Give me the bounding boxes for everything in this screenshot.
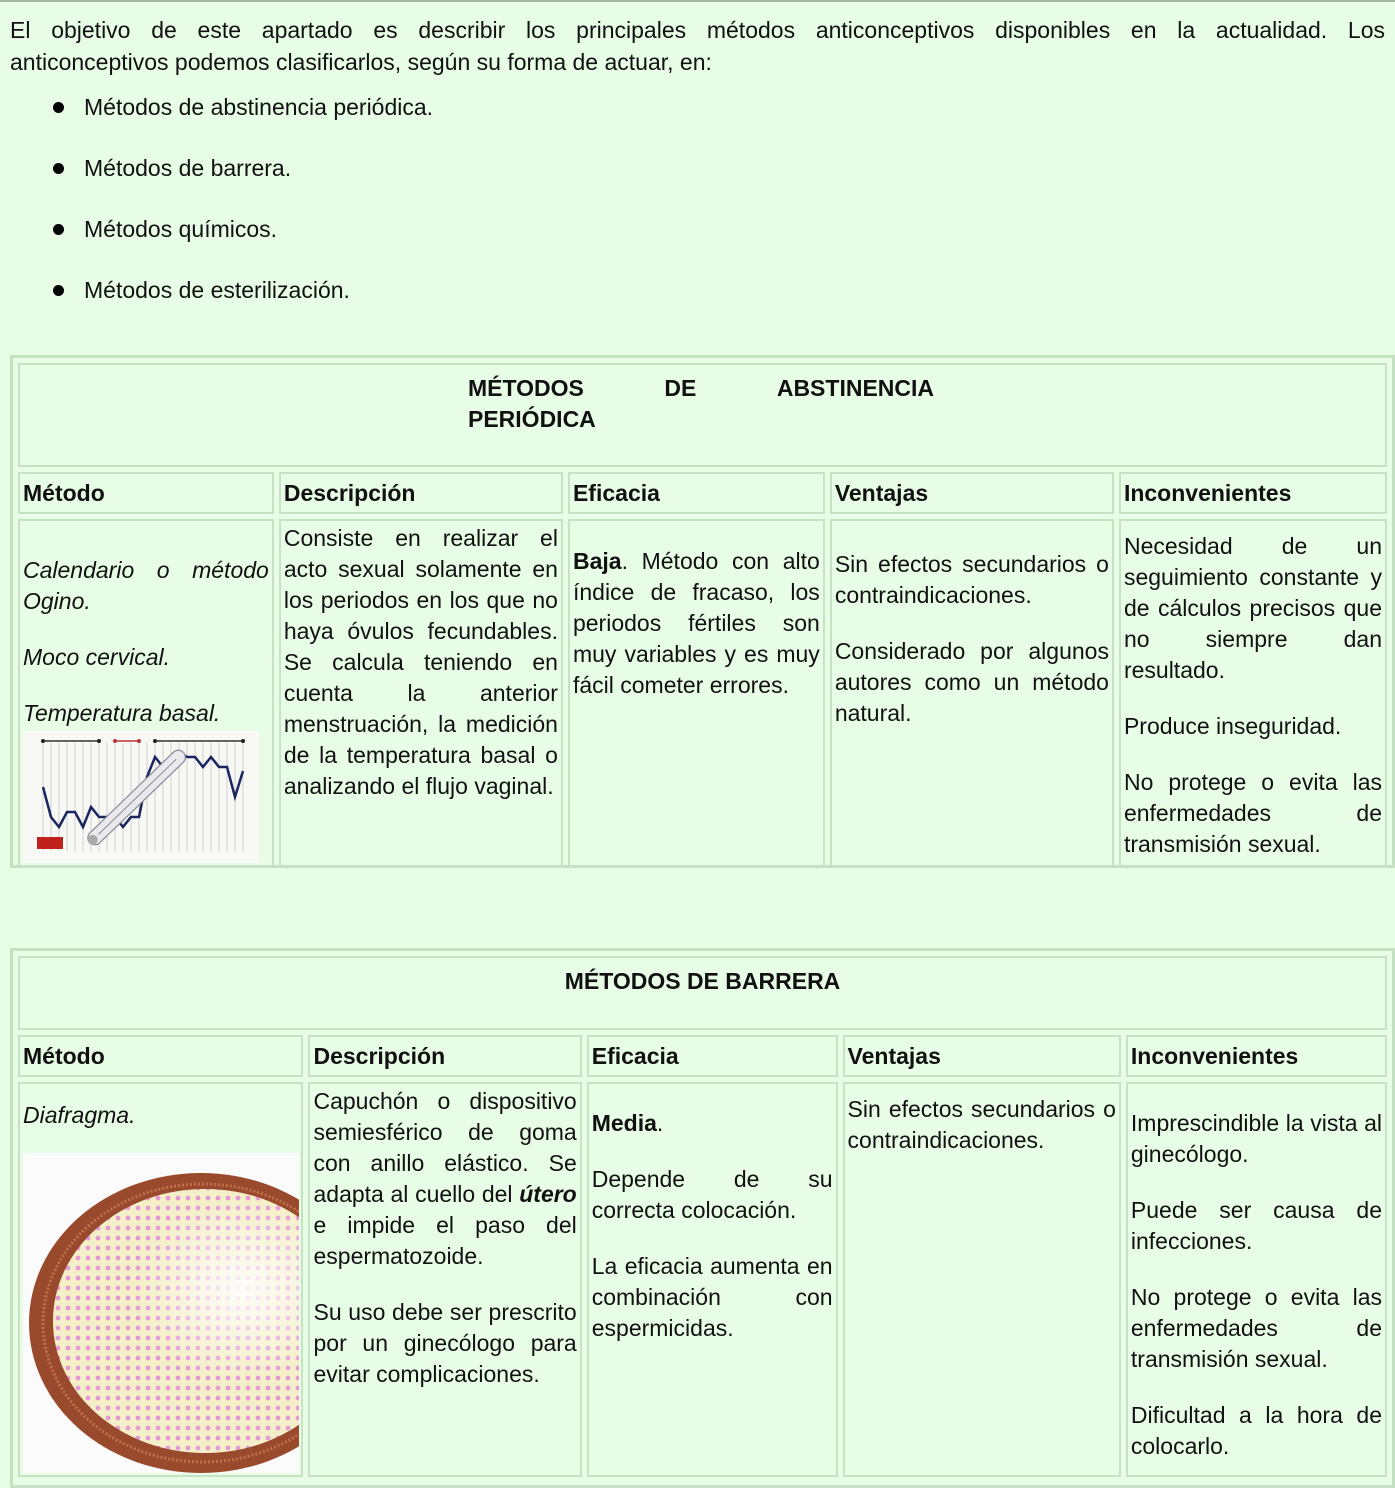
column-header-method: Método bbox=[18, 1035, 303, 1077]
barrier-methods-table bbox=[10, 948, 1395, 1488]
description-emphasis: útero bbox=[519, 1181, 577, 1207]
disadvantage-item: Produce inseguridad. bbox=[1123, 713, 1342, 739]
efficacy-item: Depende de su correcta colocación. bbox=[591, 1166, 833, 1223]
column-header-efficacy: Eficacia bbox=[568, 472, 825, 514]
bullet-icon bbox=[53, 102, 64, 113]
method-diaphragm: Diafragma. bbox=[23, 1102, 136, 1128]
list-item-label: Métodos de esterilización. bbox=[84, 277, 350, 303]
disadvantages-cell bbox=[1126, 1082, 1387, 1477]
column-header-disadvantages: Inconvenientes bbox=[1119, 472, 1387, 514]
advantages-cell: Sin efectos secundarios o contraindicaciones. bbox=[843, 1082, 1121, 1477]
intro-line-2: anticonceptivos podemos clasificarlos, según su forma de actuar, en: bbox=[10, 49, 712, 75]
basal-temperature-chart-image bbox=[23, 731, 259, 863]
diaphragm-image bbox=[23, 1153, 299, 1473]
bullet-icon bbox=[53, 163, 64, 174]
description-paragraph: Su uso debe ser prescrito por un ginecólogo para evitar complicaciones. bbox=[313, 1299, 577, 1387]
efficacy-level: Baja bbox=[572, 548, 622, 574]
list-item bbox=[0, 214, 1395, 275]
description-cell bbox=[308, 1082, 581, 1477]
column-header-description: Descripción bbox=[279, 472, 563, 514]
efficacy-dot: . bbox=[656, 1110, 664, 1136]
list-item-label: Métodos de abstinencia periódica. bbox=[84, 94, 434, 120]
column-header-method: Método bbox=[18, 472, 274, 514]
intro-line-1: El objetivo de este apartado es describir los principales métodos anticonceptivos disponibles en la actualidad. Los bbox=[10, 17, 1385, 43]
list-item bbox=[0, 92, 1395, 153]
disadvantage-item: Imprescindible la vista al ginecólogo. bbox=[1130, 1110, 1382, 1167]
efficacy-level-line bbox=[592, 1108, 833, 1139]
list-item bbox=[0, 153, 1395, 214]
efficacy-cell bbox=[587, 1082, 838, 1477]
bullet-icon bbox=[53, 224, 64, 235]
title-word: DE bbox=[664, 375, 697, 401]
list-item-label: Métodos de barrera. bbox=[84, 155, 292, 181]
title-word: MÉTODOS bbox=[468, 375, 584, 401]
description-paragraph bbox=[313, 1086, 576, 1272]
title-word: ABSTINENCIA bbox=[776, 375, 934, 401]
disadvantage-item: No protege o evita las enfermedades de transmisión sexual. bbox=[1130, 1284, 1382, 1372]
abstinence-methods-table bbox=[10, 355, 1395, 868]
description-text: e impide el paso del espermatozoide. bbox=[313, 1212, 577, 1269]
method-basal-temperature: Temperatura basal. bbox=[23, 700, 221, 726]
title-line-2: PERIÓDICA bbox=[468, 406, 596, 432]
column-header-efficacy: Eficacia bbox=[587, 1035, 838, 1077]
method-cell bbox=[18, 519, 274, 867]
column-header-advantages: Ventajas bbox=[830, 472, 1114, 514]
advantage-item: Sin efectos secundarios o contraindicaciones. bbox=[834, 551, 1109, 608]
method-cervical-mucus: Moco cervical. bbox=[23, 644, 170, 670]
table-title: MÉTODOS DE BARRERA bbox=[18, 956, 1387, 1030]
advantages-cell bbox=[830, 519, 1114, 867]
disadvantage-item: Puede ser causa de infecciones. bbox=[1130, 1197, 1382, 1254]
category-list bbox=[0, 92, 1395, 336]
disadvantage-item: Necesidad de un seguimiento constante y de cálculos precisos que no siempre dan resultado. bbox=[1123, 533, 1382, 683]
advantage-item: Considerado por algunos autores como un método natural. bbox=[834, 638, 1109, 726]
disadvantage-item: No protege o evita las enfermedades de transmisión sexual. bbox=[1123, 769, 1382, 857]
description-cell: Consiste en realizar el acto sexual solamente en los periodos en los que no haya óvulos fecundables. Se calcula teniendo en cuenta la anterior menstruación, la medición de la temperatura basal o analizando el flujo vaginal. bbox=[279, 519, 563, 867]
efficacy-cell bbox=[568, 519, 825, 867]
disadvantage-item: Dificultad a la hora de colocarlo. bbox=[1130, 1402, 1382, 1459]
method-cell bbox=[18, 1082, 303, 1477]
disadvantages-cell bbox=[1119, 519, 1387, 867]
efficacy-level: Media bbox=[591, 1110, 657, 1136]
column-header-disadvantages: Inconvenientes bbox=[1126, 1035, 1387, 1077]
efficacy-item: La eficacia aumenta en combinación con espermicidas. bbox=[591, 1253, 833, 1341]
method-calendar: Calendario o método Ogino. bbox=[23, 557, 269, 614]
description-text: Capuchón o dispositivo semiesférico de goma con anillo elástico. Se adapta al cuello del bbox=[313, 1088, 577, 1207]
column-header-advantages: Ventajas bbox=[843, 1035, 1121, 1077]
intro-paragraph bbox=[10, 14, 1385, 78]
list-item bbox=[0, 275, 1395, 336]
efficacy-text: . Método con alto índice de fracaso, los periodos fértiles son muy variables y es muy fácil cometer errores. bbox=[572, 548, 820, 698]
bullet-icon bbox=[53, 285, 64, 296]
column-header-description: Descripción bbox=[308, 1035, 581, 1077]
list-item-label: Métodos químicos. bbox=[84, 216, 278, 242]
table-title bbox=[18, 363, 1387, 467]
